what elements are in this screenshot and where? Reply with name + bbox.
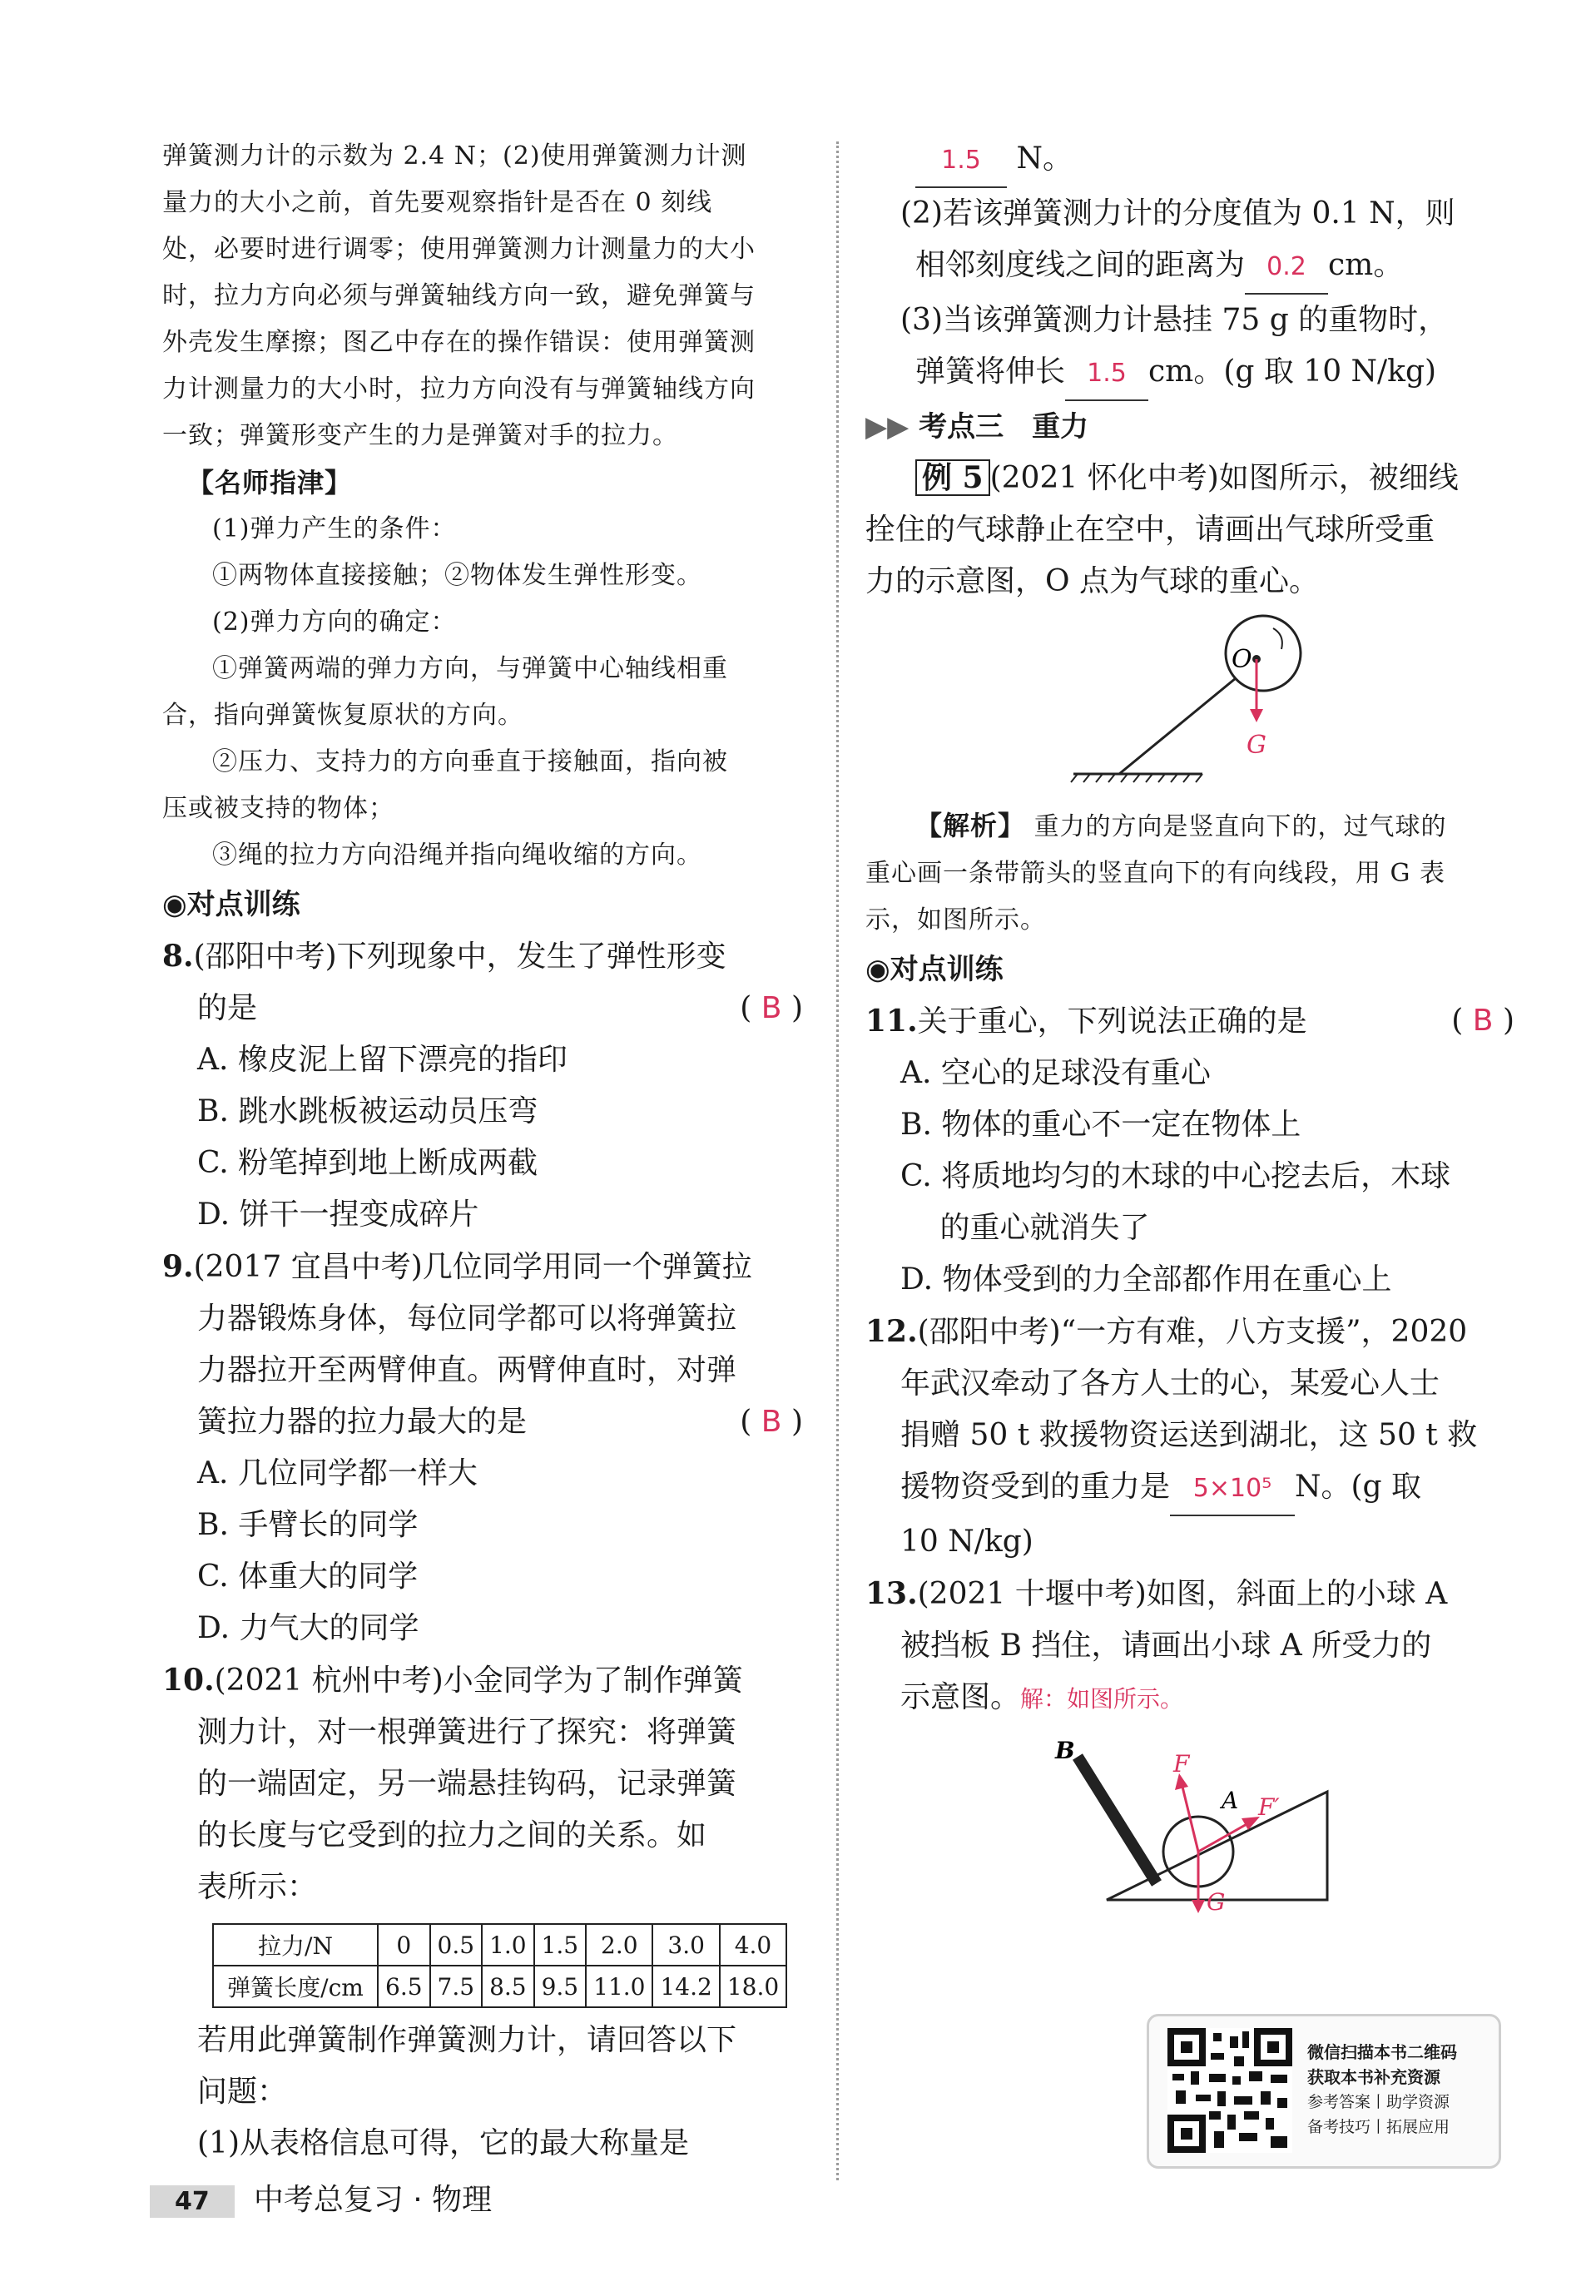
option: D. 物体受到的力全部都作用在重心上	[900, 1262, 1392, 1297]
example-text: 拴住的气球静止在空中，请画出气球所受重	[865, 513, 1435, 547]
text-line: 外壳发生摩擦；图乙中存在的操作错误：使用弹簧测	[162, 328, 756, 357]
question-text: 表所示：	[197, 1870, 318, 1904]
tip-title: 【名师指津】	[187, 467, 353, 498]
question-text: 力器拉开至两臂伸直。两臂伸直时，对弹	[197, 1353, 737, 1387]
answer-blank: 5×10⁵	[1170, 1463, 1295, 1516]
question-number: 9.	[162, 1249, 194, 1284]
tip-line: ①弹簧两端的弹力方向，与弹簧中心轴线相重	[212, 654, 728, 683]
tip-line: (2)弹力方向的确定：	[212, 607, 457, 637]
table-header: 拉力/N	[213, 1924, 378, 1966]
qr-line: 微信扫描本书二维码	[1307, 2042, 1457, 2062]
question-number: 12.	[865, 1314, 918, 1349]
label-f-prime: F′	[1258, 1793, 1280, 1821]
question-text: 问题：	[197, 2075, 288, 2109]
tip-line: 合，指向弹簧恢复原状的方向。	[162, 701, 523, 730]
question-text: 10 N/kg)	[900, 1525, 1033, 1559]
balloon-highlight	[1273, 628, 1282, 649]
text-line: 时，拉力方向必须与弹簧轴线方向一致，避免弹簧与	[162, 281, 756, 310]
answer-paren: ( B )	[1451, 1004, 1514, 1038]
question-text: 相邻刻度线之间的距离为	[915, 248, 1246, 282]
gravity-label: G	[1247, 731, 1266, 760]
training-title: ◉对点训练	[162, 888, 300, 921]
option: C. 体重大的同学	[197, 1560, 419, 1594]
right-column	[865, 133, 1514, 1920]
table-row	[213, 1966, 786, 2007]
question-text: 的是	[197, 991, 258, 1025]
table-cell: 0	[378, 1924, 430, 1966]
double-arrow-icon: ▶▶	[865, 410, 910, 444]
question-9	[162, 1241, 803, 1654]
label-g: G	[1207, 1888, 1226, 1916]
question-8	[162, 930, 803, 1241]
qr-code-icon[interactable]	[1167, 2028, 1292, 2153]
question-text: cm。	[1328, 248, 1404, 282]
qr-text	[1307, 2040, 1457, 2140]
question-text: 被挡板 B 挡住，请画出小球 A 所受力的	[900, 1629, 1432, 1663]
left-column	[162, 133, 803, 2170]
option: D. 力气大的同学	[197, 1611, 419, 1645]
table-cell: 8.5	[482, 1966, 534, 2007]
label-a: A	[1222, 1787, 1239, 1814]
section-title: 考点三 重力	[919, 410, 1089, 444]
analysis-text: 重心画一条带箭头的竖直向下的有向线段，用 G 表	[865, 859, 1446, 888]
question-number: 8.	[162, 939, 194, 974]
question-13	[865, 1568, 1514, 1920]
gravity-arrowhead	[1250, 709, 1263, 722]
tip-line: (1)弹力产生的条件：	[212, 514, 457, 543]
option: A. 空心的足球没有重心	[900, 1056, 1211, 1090]
question-text: (1)从表格信息可得，它的最大称量是	[197, 2126, 689, 2160]
table-row	[213, 1924, 786, 1966]
balloon-figure	[865, 607, 1514, 799]
question-text: (邵阳中考)下列现象中，发生了弹性形变	[193, 940, 726, 974]
text-line: 量力的大小之前，首先要观察指针是否在 0 刻线	[162, 188, 713, 217]
question-text: 的长度与它受到的拉力之间的关系。如	[197, 1818, 707, 1852]
table-cell: 6.5	[378, 1966, 430, 2007]
text-line: 一致；弹簧形变产生的力是弹簧对手的拉力。	[162, 421, 678, 450]
analysis-title: 【解析】	[915, 810, 1026, 841]
text-line: 弹簧测力计的示数为 2.4 N；(2)使用弹簧测力计测	[162, 141, 747, 171]
qr-line: 参考答案丨助学资源	[1307, 2093, 1450, 2111]
question-10-continued	[865, 133, 1514, 401]
table-cell: 9.5	[534, 1966, 587, 2007]
section-heading	[865, 401, 1514, 453]
question-text: (2021 十堰中考)如图，斜面上的小球 A	[917, 1577, 1448, 1611]
question-text: N。(g 取	[1295, 1470, 1422, 1504]
table-cell: 7.5	[430, 1966, 483, 2007]
incline-figure	[865, 1725, 1514, 1917]
intro-paragraph	[162, 133, 803, 459]
example-text: (2021 怀化中考)如图所示，被细线	[989, 461, 1459, 495]
option: B. 物体的重心不一定在物体上	[900, 1108, 1301, 1142]
page-footer	[150, 2176, 492, 2219]
table-cell: 1.0	[482, 1924, 534, 1966]
example-label: 例 5	[915, 459, 990, 496]
tip-line: ②压力、支持力的方向垂直于接触面，指向被	[212, 747, 728, 776]
spring-data-table	[212, 1923, 787, 2008]
option: C. 将质地均匀的木球的中心挖去后，木球	[900, 1159, 1451, 1193]
label-b: B	[1055, 1737, 1075, 1764]
book-title: 中考总复习 · 物理	[253, 2183, 493, 2217]
analysis-text: 重力的方向是竖直向下的，过气球的	[1033, 812, 1447, 841]
question-text: (2)若该弹簧测力计的分度值为 0.1 N，则	[900, 196, 1455, 231]
answer-blank: 0.2	[1245, 241, 1328, 295]
option: B. 跳水跳板被运动员压弯	[197, 1094, 538, 1128]
question-text: 关于重心，下列说法正确的是	[917, 1004, 1307, 1039]
label-f: F	[1173, 1750, 1190, 1778]
option: 的重心就消失了	[900, 1211, 1150, 1245]
question-text: N。	[1016, 141, 1073, 176]
string-line	[1119, 678, 1236, 774]
solution-note: 解：如图所示。	[1020, 1685, 1184, 1713]
example-5	[865, 453, 1514, 802]
question-number: 11.	[865, 1004, 918, 1039]
text-line: 力计测量力的大小时，拉力方向没有与弹簧轴线方向	[162, 374, 756, 404]
table-cell: 14.2	[652, 1966, 719, 2007]
question-10	[162, 1654, 803, 2170]
analysis-text: 示，如图所示。	[865, 905, 1046, 935]
question-text: (2017 宜昌中考)几位同学用同一个弹簧拉	[193, 1250, 752, 1284]
question-number: 10.	[162, 1663, 215, 1698]
answer-letter: B	[761, 991, 782, 1025]
table-cell: 11.0	[586, 1966, 652, 2007]
question-text: 示意图。	[900, 1680, 1021, 1714]
option: C. 粉笔掉到地上断成两截	[197, 1146, 538, 1180]
answer-letter: B	[761, 1405, 782, 1439]
tip-line: ③绳的拉力方向沿绳并指向绳收缩的方向。	[212, 841, 702, 870]
table-cell: 0.5	[430, 1924, 483, 1966]
table-cell: 4.0	[720, 1924, 786, 1966]
example-text: 力的示意图，O 点为气球的重心。	[865, 564, 1319, 598]
column-divider	[836, 141, 839, 2180]
question-text: 力器锻炼身体，每位同学都可以将弹簧拉	[197, 1302, 737, 1336]
question-text: 援物资受到的重力是	[900, 1470, 1171, 1504]
force-g-arrowhead	[1192, 1900, 1205, 1913]
tip-line: 压或被支持的物体；	[162, 794, 394, 823]
option: B. 手臂长的同学	[197, 1508, 419, 1542]
question-text: 弹簧将伸长	[915, 355, 1066, 389]
question-text: (2021 杭州中考)小金同学为了制作弹簧	[214, 1664, 743, 1698]
answer-blank: 1.5	[1065, 348, 1148, 401]
question-12	[865, 1306, 1514, 1568]
option: D. 饼干一捏变成碎片	[197, 1198, 479, 1232]
qr-line: 备考技巧丨拓展应用	[1307, 2118, 1450, 2136]
table-header: 弹簧长度/cm	[213, 1966, 378, 2007]
answer-letter: B	[1472, 1004, 1494, 1038]
qr-promo[interactable]	[1147, 2014, 1501, 2169]
option: A. 几位同学都一样大	[197, 1456, 478, 1490]
question-text: (邵阳中考)“一方有难，八方支援”，2020	[917, 1315, 1468, 1349]
answer-paren: ( B )	[740, 991, 803, 1025]
question-text: 的一端固定，另一端悬挂钩码，记录弹簧	[197, 1767, 737, 1801]
qr-line: 获取本书补充资源	[1307, 2067, 1440, 2087]
answer-blank: 1.5	[915, 135, 1007, 188]
text-line: 处，必要时进行调零；使用弹簧测力计测量力的大小	[162, 235, 756, 264]
board-b	[1078, 1757, 1157, 1883]
question-text: cm。(g 取 10 N/kg)	[1148, 355, 1437, 389]
analysis	[865, 802, 1514, 944]
table-cell: 1.5	[534, 1924, 587, 1966]
teacher-tip	[162, 459, 803, 879]
question-text: (3)当该弹簧测力计悬挂 75 g 的重物时，	[900, 303, 1449, 337]
table-cell: 3.0	[652, 1924, 719, 1966]
balloon-shape	[1215, 607, 1311, 702]
question-text: 簧拉力器的拉力最大的是	[197, 1405, 528, 1439]
table-cell: 2.0	[586, 1924, 652, 1966]
question-text: 若用此弹簧制作弹簧测力计，请回答以下	[197, 2023, 737, 2057]
training-title: ◉对点训练	[865, 953, 1004, 986]
question-number: 13.	[865, 1576, 918, 1611]
answer-paren: ( B )	[740, 1405, 803, 1439]
point-o-label: O	[1232, 645, 1252, 674]
question-text: 捐赠 50 t 救援物资运送到湖北，这 50 t 救	[900, 1418, 1478, 1452]
table-cell: 18.0	[720, 1966, 786, 2007]
question-11	[865, 995, 1514, 1306]
option: A. 橡皮泥上留下漂亮的指印	[197, 1043, 568, 1077]
tip-line: ①两物体直接接触；②物体发生弹性形变。	[212, 561, 702, 590]
question-text: 年武汉牵动了各方人士的心，某爱心人士	[900, 1366, 1440, 1401]
question-text: 测力计，对一根弹簧进行了探究：将弹簧	[197, 1715, 737, 1749]
page-number: 47	[150, 2185, 235, 2218]
